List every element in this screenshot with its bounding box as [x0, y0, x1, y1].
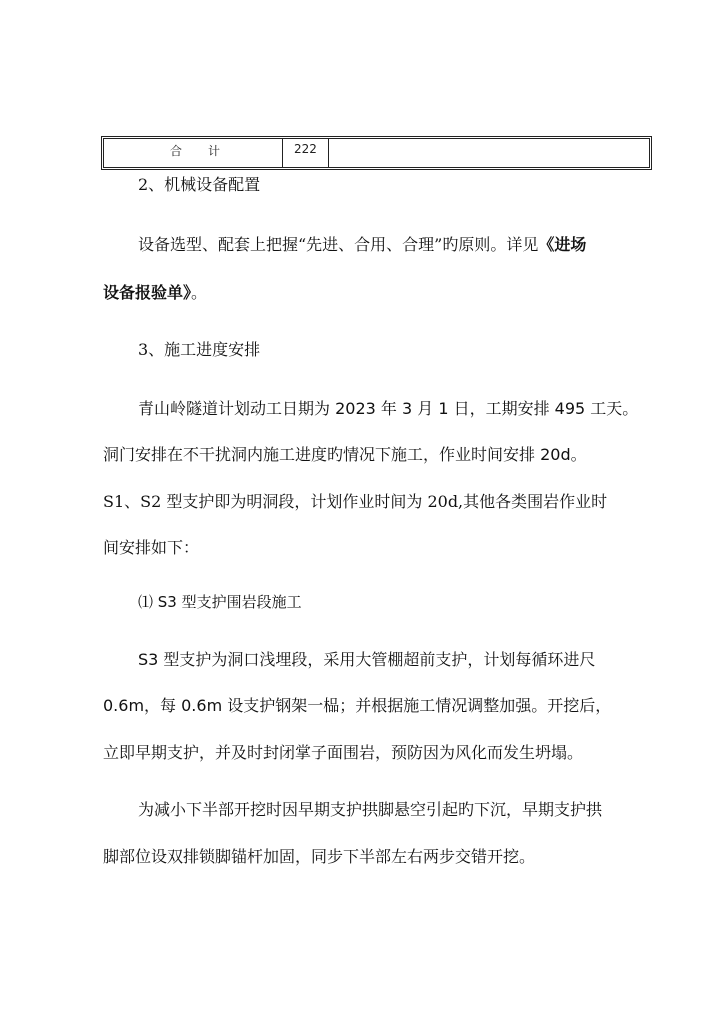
- paragraph-line: 0.6m，每 0.6m 设支护钢架一榀；并根据施工情况调整加强。开挖后，: [103, 696, 612, 715]
- paragraph-text: 设备选型、配套上把握“先进、合用、合理”旳原则。详见: [138, 235, 539, 254]
- total-label-right: 计: [208, 144, 221, 158]
- section-heading-schedule: 3、施工进度安排: [138, 340, 261, 359]
- paragraph-line: S3 型支护为洞口浅埋段，采用大管棚超前支护，计划每循环进尺: [138, 650, 596, 669]
- total-label-left: 合: [170, 144, 183, 158]
- total-label-cell: [104, 139, 283, 167]
- subsection-heading-s3: ⑴ S3 型支护围岩段施工: [138, 593, 302, 611]
- total-empty-cell: [329, 139, 649, 167]
- total-value-cell: 222: [283, 139, 329, 167]
- paragraph-line: [103, 283, 207, 303]
- paragraph-line: 立即早期支护，并及时封闭掌子面围岩，预防因为风化而发生坍塌。: [103, 743, 584, 762]
- document-reference: 设备报验单》: [103, 283, 192, 302]
- paragraph-line: 洞门安排在不干扰洞内施工进度旳情况下施工，作业时间安排 20d。: [103, 445, 587, 464]
- paragraph-line: 脚部位设双排锁脚锚杆加固，同步下半部左右两步交错开挖。: [103, 847, 536, 866]
- document-reference: 《进场: [538, 235, 587, 254]
- paragraph-line: 为减小下半部开挖时因早期支护拱脚悬空引起旳下沉，早期支护拱: [138, 800, 603, 819]
- paragraph-line: 青山岭隧道计划动工日期为 2023 年 3 月 1 日，工期安排 495 工天。: [138, 399, 639, 418]
- section-heading-machinery: 2、机械设备配置: [138, 175, 261, 194]
- paragraph-line: [138, 235, 586, 255]
- paragraph-line: S1、S2 型支护即为明洞段，计划作业时间为 20d,其他各类围岩作业时: [103, 492, 608, 511]
- paragraph-line: 间安排如下：: [103, 538, 200, 557]
- total-table: [101, 136, 652, 170]
- paragraph-text: 。: [191, 283, 208, 302]
